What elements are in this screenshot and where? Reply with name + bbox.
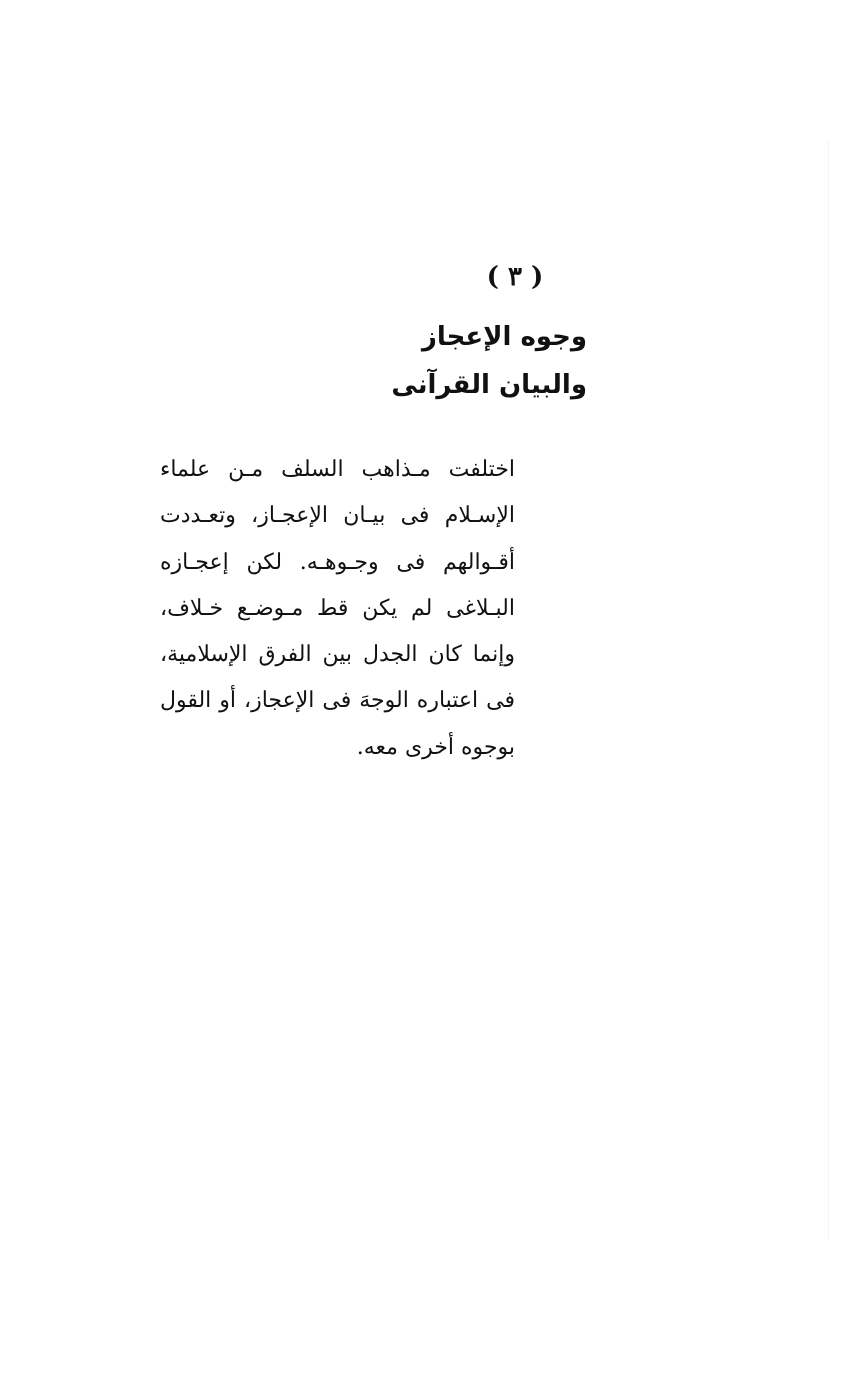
chapter-title xyxy=(380,313,587,409)
paragraph-line: الإسـلام فى بيـان الإعجـاز، وتعـددت xyxy=(160,503,515,529)
body-paragraph xyxy=(160,447,515,771)
paragraph-line: فى اعتباره الوجهَ فى الإعجاز، أو القول xyxy=(160,688,515,714)
paragraph-line: وإنما كان الجدل بين الفرق الإسلامية، xyxy=(160,642,515,668)
page-edge-shadow xyxy=(828,140,829,1240)
paragraph-line: البـلاغى لم يكن قط مـوضـع خـلاف، xyxy=(160,595,515,621)
chapter-title-line: وجوه الإعجاز xyxy=(421,322,587,352)
chapter-title-line: والبيان القرآنى xyxy=(391,370,587,400)
chapter-number: ( ٣ ) xyxy=(486,262,544,292)
paragraph-line: أقـوالهم فى وجـوهـه. لكن إعجـازه xyxy=(160,549,515,575)
paragraph-line: اختلفت مـذاهب السلف مـن علماء xyxy=(160,457,515,482)
paragraph-line: بوجوه أخرى معه. xyxy=(356,734,515,760)
